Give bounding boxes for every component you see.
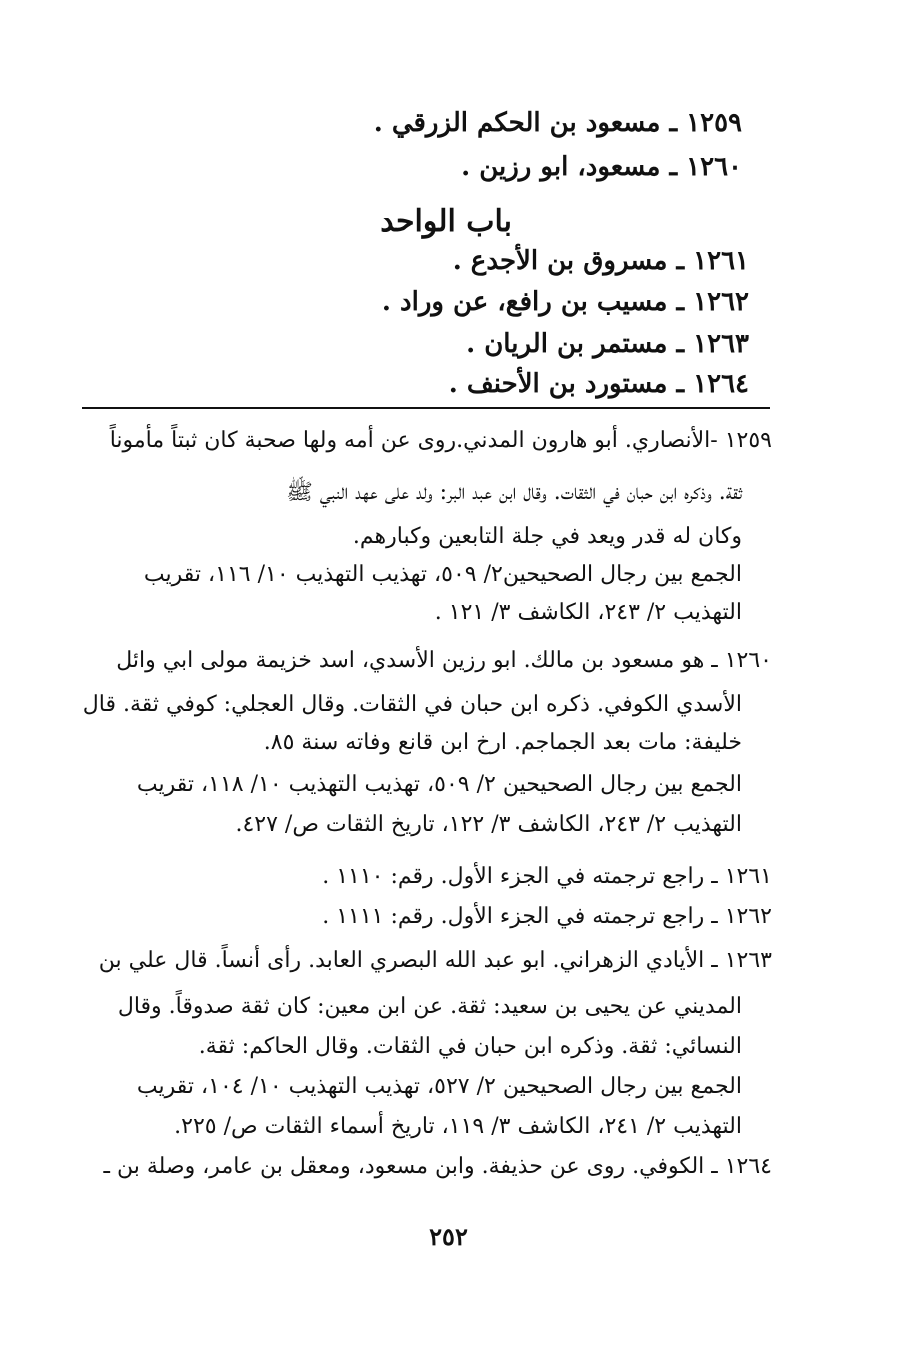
note-1259-line-1: ١٢٥٩ -الأنصاري. أبو هارون المدني.روى عن أمه ولها صحبة كان ثبتاً مأموناً xyxy=(109,428,772,453)
note-1259-line-3: وكان له قدر ويعد في جلة التابعين وكبارهم. xyxy=(352,524,742,549)
note-1259-line-5: التهذيب ٢/ ٢٤٣، الكاشف ٣/ ١٢١ . xyxy=(434,600,742,625)
note-1264: ١٢٦٤ ـ الكوفي. روى عن حذيفة. وابن مسعود، ومعقل بن عامر، وصلة بن ـ xyxy=(103,1154,772,1179)
note-1261: ١٢٦١ ـ راجع ترجمته في الجزء الأول. رقم: ١١١٠ . xyxy=(322,864,772,889)
note-1259-line-4: الجمع بين رجال الصحيحين٢/ ٥٠٩، تهذيب التهذيب ١٠/ ١١٦، تقريب xyxy=(143,562,742,587)
page-number: ٢٥٢ xyxy=(429,1222,468,1251)
note-1263-line-3: النسائي: ثقة. وذكره ابن حبان في الثقات. وقال الحاكم: ثقة. xyxy=(198,1034,742,1059)
note-1259-line-2: ثقة. وذكره ابن حبان في الثقات. وقال ابن عبد البر: ولد على عهد النبي ﷺ xyxy=(286,480,742,505)
footnote-divider xyxy=(82,407,770,409)
entry-1261: ١٢٦١ ـ مسروق بن الأجدع . xyxy=(452,246,749,276)
note-1263-line-5: التهذيب ٢/ ٢٤١، الكاشف ٣/ ١١٩، تاريخ أسماء الثقات ص/ ٢٢٥. xyxy=(174,1114,742,1139)
note-1263-line-2: المديني عن يحيى بن سعيد: ثقة. عن ابن معين: كان ثقة صدوقاً. وقال xyxy=(117,994,742,1019)
entry-1262: ١٢٦٢ ـ مسيب بن رافع، عن وراد . xyxy=(381,287,749,317)
note-1262: ١٢٦٢ ـ راجع ترجمته في الجزء الأول. رقم: ١١١١ . xyxy=(322,904,772,929)
note-1260-line-3: خليفة: مات بعد الجماجم. ارخ ابن قانع وفاته سنة ٨٥. xyxy=(263,730,742,755)
note-1263-line-1: ١٢٦٣ ـ الأيادي الزهراني. ابو عبد الله البصري العابد. رأى أنساً. قال علي بن xyxy=(98,948,772,973)
note-1263-line-4: الجمع بين رجال الصحيحين ٢/ ٥٢٧، تهذيب التهذيب ١٠/ ١٠٤، تقريب xyxy=(136,1074,742,1099)
entry-1260: ١٢٦٠ ـ مسعود، ابو رزين . xyxy=(461,152,742,182)
section-heading: باب الواحد xyxy=(380,204,512,239)
entry-1264: ١٢٦٤ ـ مستورد بن الأحنف . xyxy=(448,369,749,399)
entry-1259: ١٢٥٩ ـ مسعود بن الحكم الزرقي . xyxy=(373,108,742,138)
note-1260-line-1: ١٢٦٠ ـ هو مسعود بن مالك. ابو رزين الأسدي، اسد خزيمة مولى ابي وائل xyxy=(116,648,772,673)
note-1260-line-5: التهذيب ٢/ ٢٤٣، الكاشف ٣/ ١٢٢، تاريخ الثقات ص/ ٤٢٧. xyxy=(235,812,742,837)
note-1260-line-2: الأسدي الكوفي. ذكره ابن حبان في الثقات. وقال العجلي: كوفي ثقة. قال xyxy=(82,692,742,717)
note-1260-line-4: الجمع بين رجال الصحيحين ٢/ ٥٠٩، تهذيب التهذيب ١٠/ ١١٨، تقريب xyxy=(136,772,742,797)
entry-1263: ١٢٦٣ ـ مستمر بن الريان . xyxy=(466,329,749,359)
